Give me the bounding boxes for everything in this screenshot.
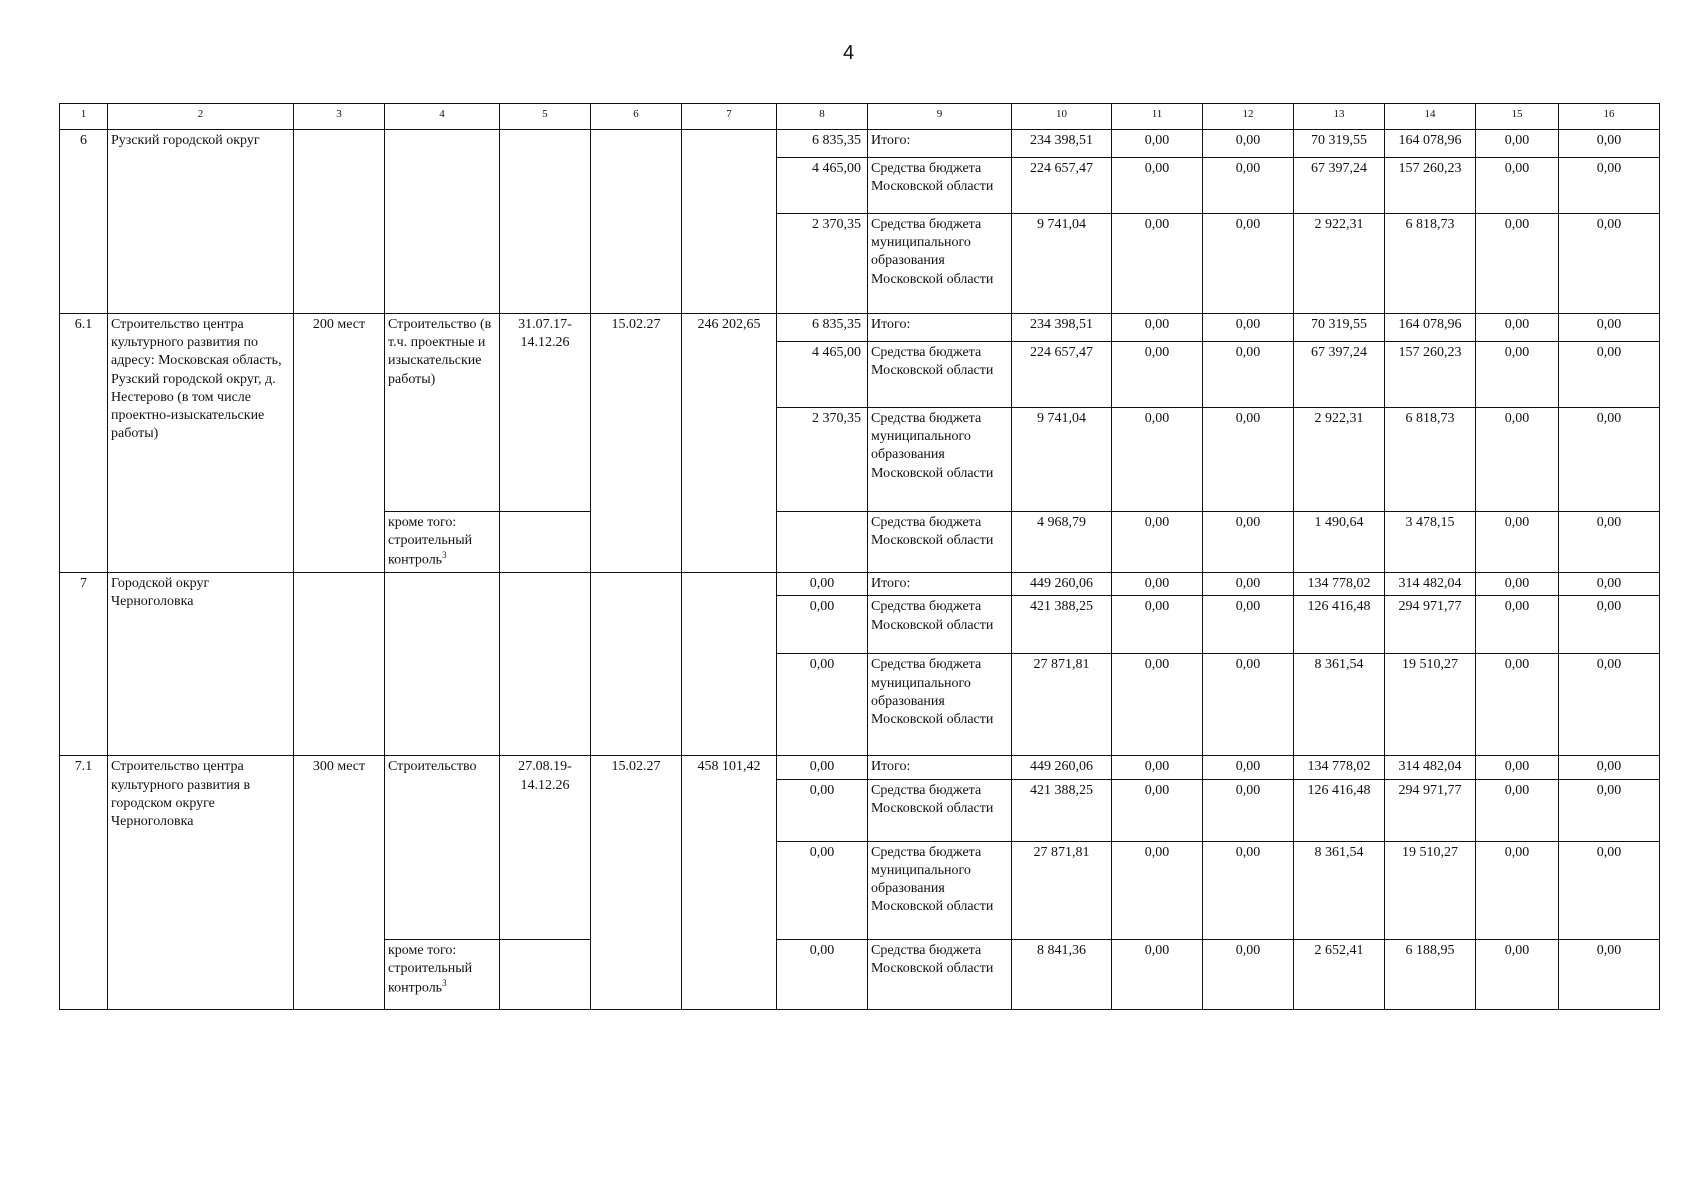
- amount-col16: 0,00: [1559, 939, 1660, 1009]
- amount-col12: 0,00: [1203, 408, 1294, 512]
- amount-total: 8 841,36: [1012, 939, 1112, 1009]
- header-cell: 16: [1559, 104, 1660, 130]
- funding-source: Средства бюджета муниципального образования Московской области: [868, 841, 1012, 939]
- header-cell: 9: [868, 104, 1012, 130]
- capacity: 300 мест: [294, 756, 385, 1009]
- financed-amount: 0,00: [777, 573, 868, 596]
- footnote-marker: 3: [442, 550, 447, 561]
- financed-amount: 2 370,35: [777, 408, 868, 512]
- amount-total: 224 657,47: [1012, 342, 1112, 408]
- amount-col13: 1 490,64: [1294, 512, 1385, 573]
- amount-col13: 2 922,31: [1294, 214, 1385, 314]
- amount-col16: 0,00: [1559, 408, 1660, 512]
- header-row: [60, 104, 1660, 130]
- funding-source: Итого:: [868, 314, 1012, 342]
- amount-col14: 314 482,04: [1385, 573, 1476, 596]
- funding-source: Итого:: [868, 573, 1012, 596]
- capacity: 200 мест: [294, 314, 385, 573]
- header-cell: 6: [591, 104, 682, 130]
- amount-col16: 0,00: [1559, 573, 1660, 596]
- funding-source: Средства бюджета муниципального образования Московской области: [868, 214, 1012, 314]
- amount-col16: 0,00: [1559, 214, 1660, 314]
- amount-col15: 0,00: [1476, 596, 1559, 654]
- amount-col16: 0,00: [1559, 779, 1660, 841]
- amount-col11: 0,00: [1112, 779, 1203, 841]
- amount-total: 449 260,06: [1012, 573, 1112, 596]
- amount-col13: 126 416,48: [1294, 596, 1385, 654]
- amount-col14: 294 971,77: [1385, 779, 1476, 841]
- funding-source: Средства бюджета Московской области: [868, 596, 1012, 654]
- amount-total: 449 260,06: [1012, 756, 1112, 779]
- amount-total: 234 398,51: [1012, 130, 1112, 158]
- financed-amount: 0,00: [777, 756, 868, 779]
- object-name: Строительство центра культурного развития в городском округе Черноголовка: [108, 756, 294, 1009]
- amount-total: 27 871,81: [1012, 841, 1112, 939]
- capacity: [294, 573, 385, 756]
- funding-source: Средства бюджета муниципального образования Московской области: [868, 654, 1012, 756]
- amount-col12: 0,00: [1203, 512, 1294, 573]
- capacity: [294, 130, 385, 314]
- total-cost: 458 101,42: [682, 756, 777, 1009]
- financed-amount: 4 465,00: [777, 342, 868, 408]
- work-period: [500, 130, 591, 314]
- amount-col13: 70 319,55: [1294, 130, 1385, 158]
- header-cell: 13: [1294, 104, 1385, 130]
- amount-col11: 0,00: [1112, 342, 1203, 408]
- funding-source: Средства бюджета муниципального образования Московской области: [868, 408, 1012, 512]
- budget-table: [59, 103, 1660, 1010]
- object-name: Рузский городской округ: [108, 130, 294, 314]
- table-row: [60, 756, 1660, 779]
- work-type: Строительство (в т.ч. проектные и изыскательские работы): [385, 314, 500, 512]
- header-cell: 7: [682, 104, 777, 130]
- amount-col16: 0,00: [1559, 512, 1660, 573]
- header-cell: 10: [1012, 104, 1112, 130]
- amount-col11: 0,00: [1112, 841, 1203, 939]
- object-name: Городской округ Черноголовка: [108, 573, 294, 756]
- amount-col12: 0,00: [1203, 314, 1294, 342]
- amount-col12: 0,00: [1203, 342, 1294, 408]
- total-cost: [682, 573, 777, 756]
- header-cell: 11: [1112, 104, 1203, 130]
- amount-col14: 157 260,23: [1385, 342, 1476, 408]
- work-period: [500, 573, 591, 756]
- amount-col16: 0,00: [1559, 756, 1660, 779]
- amount-col12: 0,00: [1203, 756, 1294, 779]
- amount-col14: 157 260,23: [1385, 158, 1476, 214]
- amount-col11: 0,00: [1112, 596, 1203, 654]
- amount-total: 9 741,04: [1012, 408, 1112, 512]
- header-cell: 1: [60, 104, 108, 130]
- amount-col12: 0,00: [1203, 654, 1294, 756]
- amount-col13: 126 416,48: [1294, 779, 1385, 841]
- amount-col12: 0,00: [1203, 158, 1294, 214]
- object-name: Строительство центра культурного развития по адресу: Московская область, Рузский городской округ, д. Нестерово (в том числе проектно-изыскательские работы): [108, 314, 294, 573]
- amount-col11: 0,00: [1112, 214, 1203, 314]
- amount-col16: 0,00: [1559, 314, 1660, 342]
- amount-col16: 0,00: [1559, 596, 1660, 654]
- amount-col15: 0,00: [1476, 573, 1559, 596]
- total-cost: [682, 130, 777, 314]
- amount-col15: 0,00: [1476, 408, 1559, 512]
- amount-col11: 0,00: [1112, 654, 1203, 756]
- commissioning-date: [591, 130, 682, 314]
- funding-source: Средства бюджета Московской области: [868, 939, 1012, 1009]
- amount-col15: 0,00: [1476, 841, 1559, 939]
- commissioning-date: [591, 573, 682, 756]
- amount-col12: 0,00: [1203, 939, 1294, 1009]
- amount-col11: 0,00: [1112, 512, 1203, 573]
- amount-col14: 294 971,77: [1385, 596, 1476, 654]
- amount-total: 9 741,04: [1012, 214, 1112, 314]
- funding-source: Итого:: [868, 130, 1012, 158]
- financed-amount: 0,00: [777, 841, 868, 939]
- amount-col14: 19 510,27: [1385, 654, 1476, 756]
- amount-col15: 0,00: [1476, 779, 1559, 841]
- amount-total: 234 398,51: [1012, 314, 1112, 342]
- financed-amount: 6 835,35: [777, 314, 868, 342]
- row-number: 7.1: [60, 756, 108, 1009]
- construction-control: [385, 512, 500, 573]
- funding-source: Итого:: [868, 756, 1012, 779]
- financed-amount: 0,00: [777, 939, 868, 1009]
- amount-col15: 0,00: [1476, 512, 1559, 573]
- row-number: 6.1: [60, 314, 108, 573]
- amount-col14: 6 818,73: [1385, 214, 1476, 314]
- amount-col14: 19 510,27: [1385, 841, 1476, 939]
- row-number: 7: [60, 573, 108, 756]
- work-period: [500, 512, 591, 573]
- amount-col16: 0,00: [1559, 342, 1660, 408]
- amount-col11: 0,00: [1112, 408, 1203, 512]
- work-type: [385, 130, 500, 314]
- total-cost: 246 202,65: [682, 314, 777, 573]
- amount-col16: 0,00: [1559, 158, 1660, 214]
- amount-col15: 0,00: [1476, 130, 1559, 158]
- construction-control-label: кроме того: строительный контроль: [388, 942, 473, 996]
- table-row: [60, 130, 1660, 158]
- construction-control: [385, 939, 500, 1009]
- commissioning-date: 15.02.27: [591, 314, 682, 573]
- financed-amount: 2 370,35: [777, 214, 868, 314]
- footnote-marker: 3: [442, 977, 447, 988]
- construction-control-label: кроме того: строительный контроль: [388, 515, 473, 569]
- header-cell: 15: [1476, 104, 1559, 130]
- amount-col13: 67 397,24: [1294, 158, 1385, 214]
- header-cell: 4: [385, 104, 500, 130]
- header-cell: 14: [1385, 104, 1476, 130]
- amount-col13: 2 922,31: [1294, 408, 1385, 512]
- amount-col13: 8 361,54: [1294, 841, 1385, 939]
- amount-col12: 0,00: [1203, 130, 1294, 158]
- amount-col12: 0,00: [1203, 214, 1294, 314]
- amount-col16: 0,00: [1559, 130, 1660, 158]
- amount-col15: 0,00: [1476, 939, 1559, 1009]
- amount-col11: 0,00: [1112, 314, 1203, 342]
- amount-col14: 3 478,15: [1385, 512, 1476, 573]
- amount-total: 421 388,25: [1012, 779, 1112, 841]
- amount-col15: 0,00: [1476, 314, 1559, 342]
- amount-col14: 164 078,96: [1385, 314, 1476, 342]
- amount-col11: 0,00: [1112, 756, 1203, 779]
- header-cell: 2: [108, 104, 294, 130]
- amount-col13: 2 652,41: [1294, 939, 1385, 1009]
- amount-total: 27 871,81: [1012, 654, 1112, 756]
- amount-col15: 0,00: [1476, 214, 1559, 314]
- amount-col13: 67 397,24: [1294, 342, 1385, 408]
- amount-col15: 0,00: [1476, 342, 1559, 408]
- work-period: 27.08.19-14.12.26: [500, 756, 591, 939]
- amount-col14: 6 818,73: [1385, 408, 1476, 512]
- work-period: 31.07.17-14.12.26: [500, 314, 591, 512]
- table-row: [60, 573, 1660, 596]
- financed-amount: [777, 512, 868, 573]
- header-cell: 5: [500, 104, 591, 130]
- amount-col15: 0,00: [1476, 654, 1559, 756]
- financed-amount: 0,00: [777, 596, 868, 654]
- amount-col13: 134 778,02: [1294, 756, 1385, 779]
- amount-col14: 6 188,95: [1385, 939, 1476, 1009]
- work-type: Строительство: [385, 756, 500, 939]
- amount-col11: 0,00: [1112, 939, 1203, 1009]
- header-cell: 12: [1203, 104, 1294, 130]
- amount-col12: 0,00: [1203, 779, 1294, 841]
- amount-total: 421 388,25: [1012, 596, 1112, 654]
- amount-col12: 0,00: [1203, 841, 1294, 939]
- amount-col12: 0,00: [1203, 596, 1294, 654]
- amount-col15: 0,00: [1476, 756, 1559, 779]
- amount-col16: 0,00: [1559, 841, 1660, 939]
- funding-source: Средства бюджета Московской области: [868, 158, 1012, 214]
- amount-col14: 164 078,96: [1385, 130, 1476, 158]
- funding-source: Средства бюджета Московской области: [868, 512, 1012, 573]
- amount-total: 4 968,79: [1012, 512, 1112, 573]
- amount-col13: 8 361,54: [1294, 654, 1385, 756]
- row-number: 6: [60, 130, 108, 314]
- amount-col13: 134 778,02: [1294, 573, 1385, 596]
- financed-amount: 4 465,00: [777, 158, 868, 214]
- funding-source: Средства бюджета Московской области: [868, 342, 1012, 408]
- financed-amount: 0,00: [777, 779, 868, 841]
- amount-total: 224 657,47: [1012, 158, 1112, 214]
- table-row: [60, 314, 1660, 342]
- amount-col12: 0,00: [1203, 573, 1294, 596]
- header-cell: 8: [777, 104, 868, 130]
- amount-col11: 0,00: [1112, 130, 1203, 158]
- page-number: 4: [842, 42, 855, 64]
- work-type: [385, 573, 500, 756]
- financed-amount: 0,00: [777, 654, 868, 756]
- amount-col11: 0,00: [1112, 573, 1203, 596]
- amount-col15: 0,00: [1476, 158, 1559, 214]
- amount-col11: 0,00: [1112, 158, 1203, 214]
- commissioning-date: 15.02.27: [591, 756, 682, 1009]
- work-period: [500, 939, 591, 1009]
- funding-source: Средства бюджета Московской области: [868, 779, 1012, 841]
- financed-amount: 6 835,35: [777, 130, 868, 158]
- amount-col13: 70 319,55: [1294, 314, 1385, 342]
- amount-col16: 0,00: [1559, 654, 1660, 756]
- header-cell: 3: [294, 104, 385, 130]
- amount-col14: 314 482,04: [1385, 756, 1476, 779]
